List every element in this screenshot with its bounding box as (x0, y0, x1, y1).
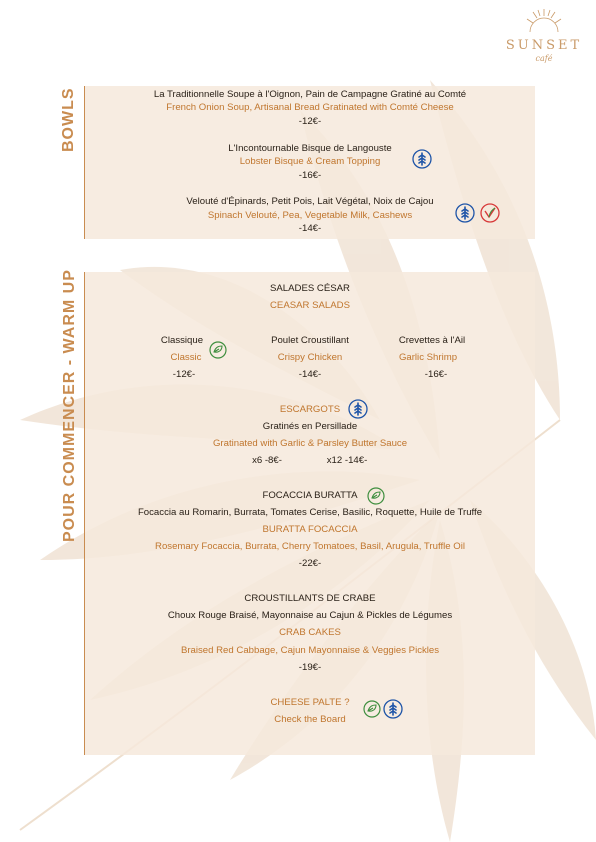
bowl-3-price: -14€- (298, 223, 322, 234)
bowl-2-fr: L'Incontournable Bisque de Langouste (228, 143, 392, 154)
bowl-1-en: French Onion Soup, Artisanal Bread Gratinated with Comté Cheese (166, 102, 454, 113)
starters-title: POUR COMMENCER - WARM UP (61, 269, 78, 542)
crab-title: CROUSTILLANTS DE CRABE (244, 593, 376, 604)
cheese-sub: Check the Board (274, 714, 346, 725)
logo-name: SUNSET (505, 38, 583, 53)
caesar-option-1-en: Classic (170, 352, 202, 363)
bowl-2-en: Lobster Bisque & Cream Topping (239, 156, 381, 167)
caesar-fr: SALADES CÉSAR (270, 283, 350, 294)
gluten-free-icon (455, 203, 475, 223)
sunburst-icon (526, 8, 562, 34)
caesar-option-2-fr: Poulet Croustillant (271, 335, 349, 346)
caesar-option-1-fr: Classique (160, 335, 204, 346)
caesar-option-3-fr: Crevettes à l'Ail (398, 335, 466, 346)
bowl-3-en: Spinach Velouté, Pea, Vegetable Milk, Cashews (207, 210, 413, 221)
crab-en-title: CRAB CAKES (279, 627, 341, 638)
caesar-option-3-en: Garlic Shrimp (398, 352, 458, 363)
focaccia-en-title: BURATTA FOCACCIA (262, 524, 358, 535)
bowl-1-price: -12€- (298, 116, 322, 127)
gluten-free-icon (412, 149, 432, 169)
bowl-1-fr: La Traditionnelle Soupe à l'Oignon, Pain de Campagne Gratiné au Comté (153, 89, 467, 100)
cheese-title: CHEESE PALTE ? (270, 697, 350, 708)
escargots-fr: Gratinés en Persillade (262, 421, 358, 432)
caesar-option-1-price: -12€- (172, 369, 196, 380)
gluten-free-icon (348, 399, 368, 419)
logo-sub: café (535, 54, 553, 63)
gluten-free-icon (383, 699, 403, 719)
vegetarian-icon (363, 700, 381, 718)
focaccia-en: Rosemary Focaccia, Burrata, Cherry Tomatoes, Basil, Arugula, Truffle Oil (155, 541, 465, 552)
bowl-3-fr: Velouté d'Épinards, Petit Pois, Lait Végétal, Noix de Cajou (186, 196, 434, 207)
focaccia-price: -22€- (298, 558, 322, 569)
crab-price: -19€- (298, 662, 322, 673)
focaccia-title: FOCACCIA BURATTA (262, 490, 358, 501)
escargots-en: Gratinated with Garlic & Parsley Butter Sauce (212, 438, 408, 449)
vegan-icon (480, 203, 500, 223)
bowl-2-price: -16€- (298, 170, 322, 181)
caesar-option-2-en: Crispy Chicken (277, 352, 343, 363)
caesar-option-3-price: -16€- (424, 369, 448, 380)
crab-fr: Choux Rouge Braisé, Mayonnaise au Cajun & Pickles de Légumes (167, 610, 453, 621)
vegetarian-icon (367, 487, 385, 505)
caesar-option-2-price: -14€- (298, 369, 322, 380)
crab-en: Braised Red Cabbage, Cajun Mayonnaise & Veggies Pickles (180, 645, 440, 656)
caesar-en: CEASAR SALADS (270, 300, 350, 311)
bowls-title: BOWLS (60, 87, 77, 152)
focaccia-fr: Focaccia au Romarin, Burrata, Tomates Cerise, Basilic, Roquette, Huile de Truffe (137, 507, 483, 518)
escargots-price-6: x6 -8€- (252, 455, 282, 466)
sunset-cafe-logo (502, 8, 586, 68)
vegetarian-icon (209, 341, 227, 359)
escargots-title: ESCARGOTS (279, 404, 341, 415)
escargots-price-12: x12 -14€- (326, 455, 368, 466)
